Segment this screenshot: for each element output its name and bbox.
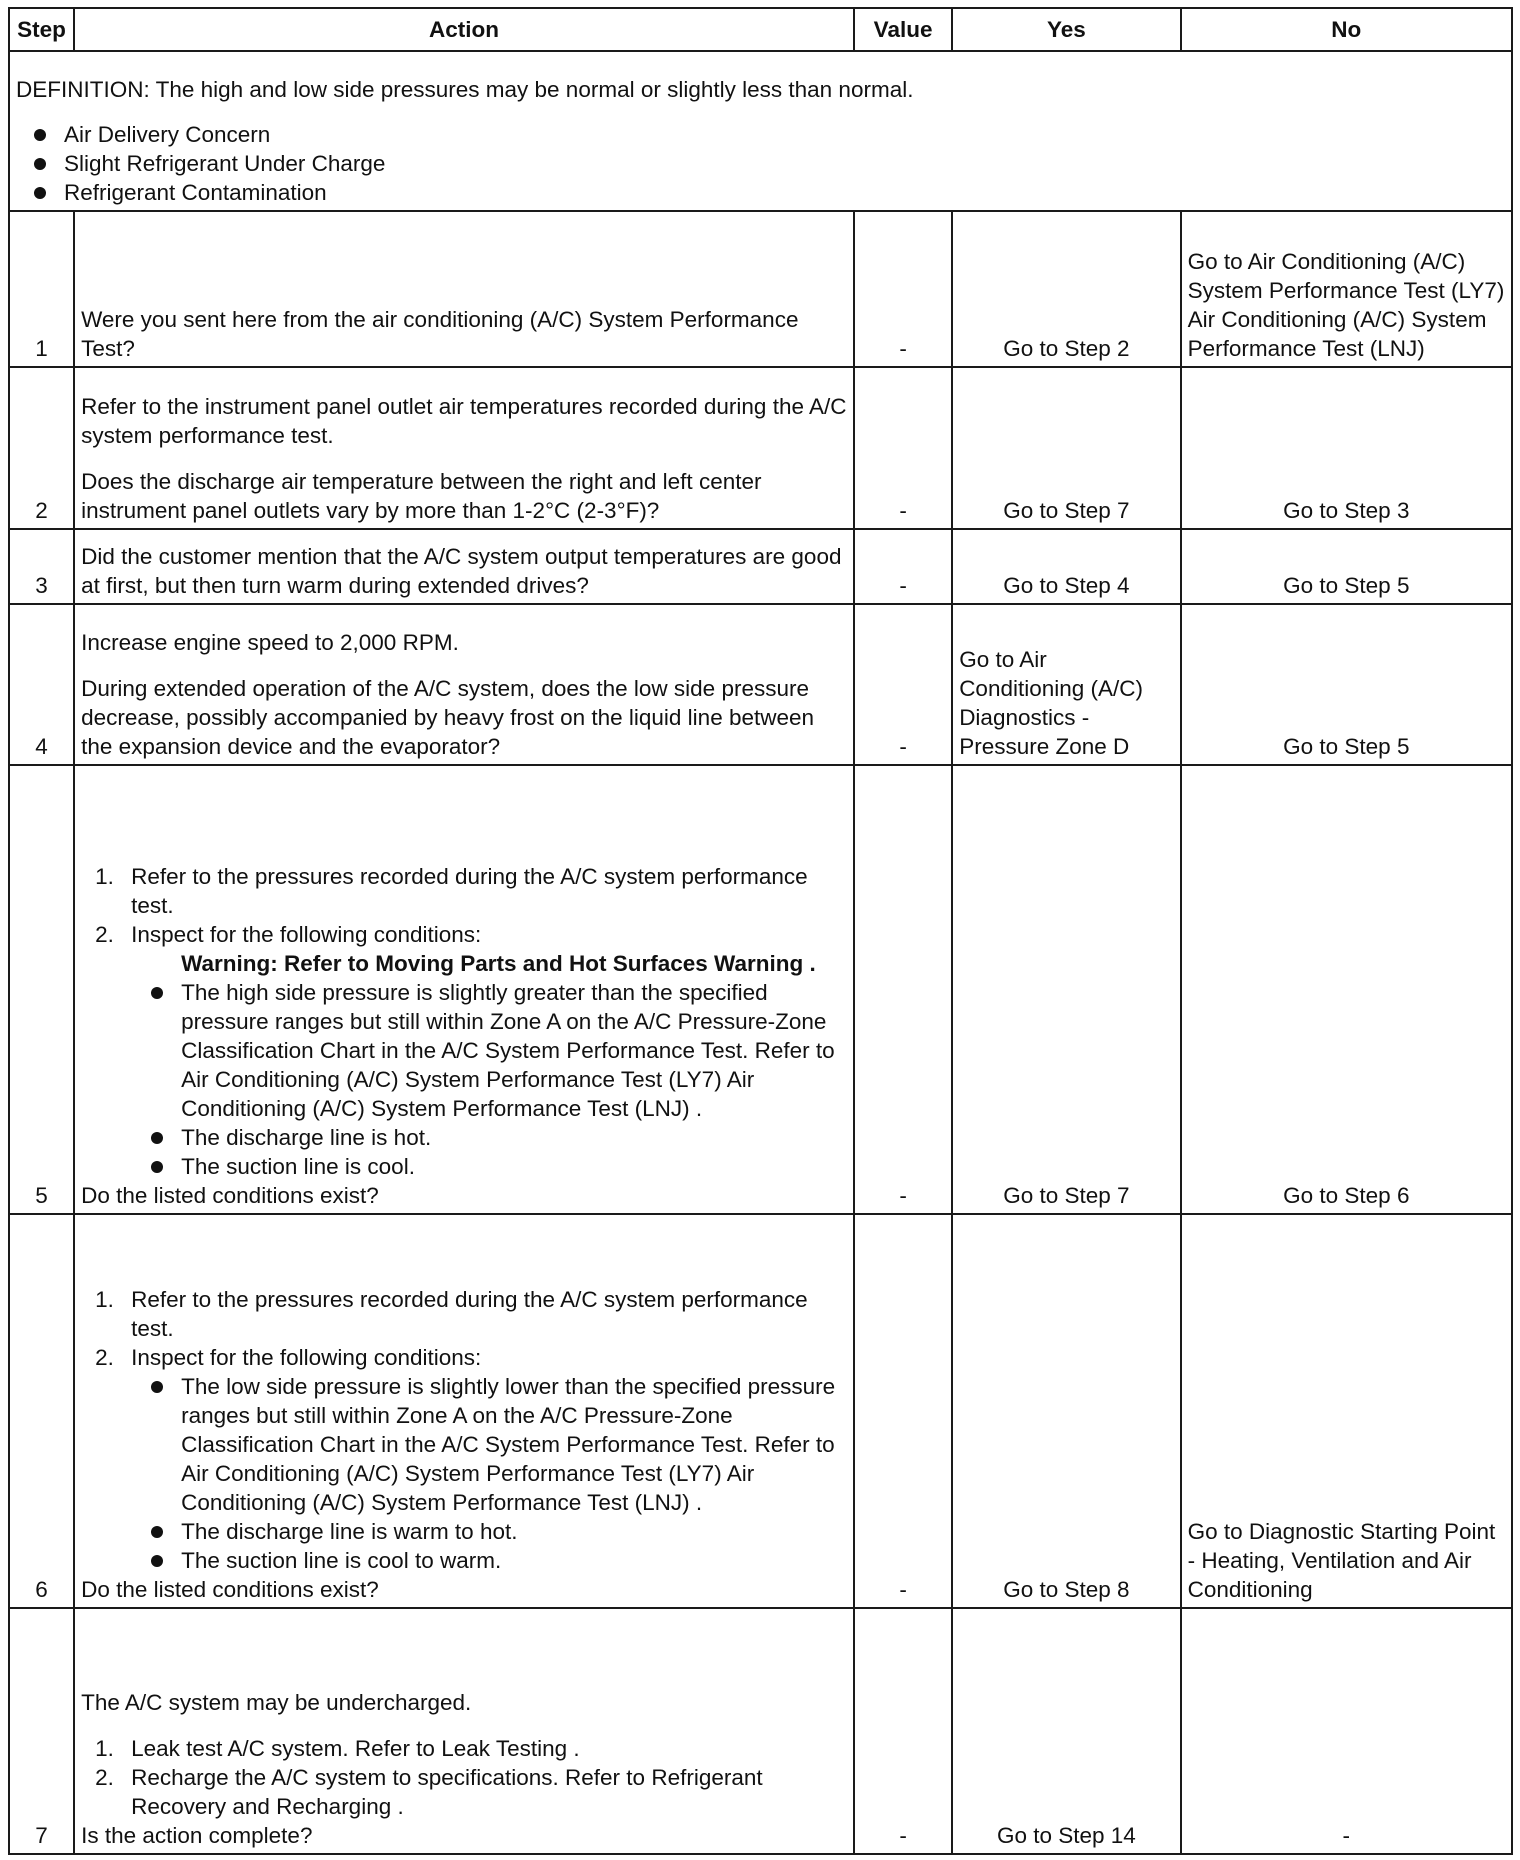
step-index: 1. xyxy=(95,1736,114,1761)
header-yes: Yes xyxy=(952,8,1180,51)
step-index: 2. xyxy=(95,1765,114,1790)
definition-bullet-text: Refrigerant Contamination xyxy=(64,179,327,205)
condition-text: The discharge line is warm to hot. xyxy=(181,1519,518,1545)
yes-cell[interactable]: Go to Step 14 xyxy=(952,1608,1180,1854)
action-step xyxy=(81,862,847,920)
no-cell[interactable]: Go to Diagnostic Starting Point - Heating, Ventilation and Air Conditioning xyxy=(1181,1214,1512,1608)
definition-bullet-text: Slight Refrigerant Under Charge xyxy=(64,150,386,176)
value-cell: - xyxy=(854,604,952,765)
action-question: Do the listed conditions exist? xyxy=(81,1577,379,1603)
action-question: Does the discharge air temperature between the right and left center instrument panel outlets vary by more than 1-2°C (2-3°F)? xyxy=(81,468,762,523)
definition-bullet xyxy=(16,120,1505,149)
action-text: Increase engine speed to 2,000 RPM. xyxy=(81,630,459,656)
action-step xyxy=(81,1734,847,1763)
value-cell: - xyxy=(854,1214,952,1608)
no-cell[interactable]: Go to Step 5 xyxy=(1181,604,1512,765)
step-index: 1. xyxy=(95,1287,114,1313)
table-row xyxy=(9,211,1512,368)
value-cell: - xyxy=(854,1608,952,1854)
condition-text: The suction line is cool to warm. xyxy=(181,1548,502,1574)
table-row xyxy=(9,604,1512,765)
table-row xyxy=(9,367,1512,528)
action-step-text: Inspect for the following conditions: xyxy=(131,922,482,948)
value-cell: - xyxy=(854,765,952,1214)
action-step-text: Inspect for the following conditions: xyxy=(131,1345,482,1371)
yes-cell[interactable]: Go to Air Conditioning (A/C) Diagnostics - Pressure Zone D xyxy=(952,604,1180,765)
action-text: The A/C system may be undercharged. xyxy=(81,1690,472,1715)
action-text: Refer to the instrument panel outlet air temperatures recorded during the A/C system performance test. xyxy=(81,393,847,448)
bullet-dot-icon xyxy=(151,987,163,999)
condition-item xyxy=(131,1152,847,1181)
action-question: During extended operation of the A/C system, does the low side pressure decrease, possibly accompanied by heavy frost on the liquid line between the expansion device and the evaporator? xyxy=(81,676,815,760)
bullet-dot-icon xyxy=(151,1132,163,1144)
definition-bullet-text: Air Delivery Concern xyxy=(64,121,271,147)
warning-text[interactable]: Warning: Refer to Moving Parts and Hot Surfaces Warning . xyxy=(181,951,816,977)
condition-item xyxy=(131,978,847,1123)
no-cell[interactable]: Go to Step 5 xyxy=(1181,529,1512,604)
no-cell[interactable]: Go to Air Conditioning (A/C) System Performance Test (LY7) Air Conditioning (A/C) System Performance Test (LNJ) xyxy=(1181,211,1512,368)
bullet-dot-icon xyxy=(34,158,46,170)
no-cell: - xyxy=(1181,1608,1512,1854)
condition-item xyxy=(131,1546,847,1575)
action-step xyxy=(81,1285,847,1343)
step-number: 4 xyxy=(9,604,74,765)
table-row xyxy=(9,765,1512,1214)
action-steps xyxy=(81,1285,847,1575)
yes-cell[interactable]: Go to Step 4 xyxy=(952,529,1180,604)
action-cell xyxy=(74,367,854,528)
action-cell xyxy=(74,765,854,1214)
definition-bullet xyxy=(16,149,1505,178)
yes-cell[interactable]: Go to Step 7 xyxy=(952,367,1180,528)
condition-text: The low side pressure is slightly lower than the specified pressure ranges but still within Zone A on the A/C Pressure-Zone Classification Chart in the A/C System Performance Test. Refer to Air Conditioning (A/C) System Performance Test (LY7) Air Conditioning (A/C) System Performance Test (LNJ) . xyxy=(181,1374,836,1516)
bullet-dot-icon xyxy=(34,187,46,199)
action-question: Do the listed conditions exist? xyxy=(81,1183,379,1209)
header-no: No xyxy=(1181,8,1512,51)
bullet-dot-icon xyxy=(151,1381,163,1393)
no-cell[interactable]: Go to Step 3 xyxy=(1181,367,1512,528)
step-number: 5 xyxy=(9,765,74,1214)
value-cell: - xyxy=(854,529,952,604)
header-value: Value xyxy=(854,8,952,51)
action-step-text: Refer to the pressures recorded during the A/C system performance test. xyxy=(131,864,808,919)
action-steps xyxy=(81,1734,847,1821)
no-cell[interactable]: Go to Step 6 xyxy=(1181,765,1512,1214)
condition-text: The discharge line is hot. xyxy=(181,1125,432,1151)
definition-cell xyxy=(9,51,1512,211)
header-action: Action xyxy=(74,8,854,51)
yes-cell[interactable]: Go to Step 2 xyxy=(952,211,1180,368)
step-number: 6 xyxy=(9,1214,74,1608)
step-number: 7 xyxy=(9,1608,74,1854)
yes-cell[interactable]: Go to Step 7 xyxy=(952,765,1180,1214)
yes-cell[interactable]: Go to Step 8 xyxy=(952,1214,1180,1608)
table-row xyxy=(9,1608,1512,1854)
step-index: 2. xyxy=(95,1345,114,1371)
action-cell: Were you sent here from the air conditioning (A/C) System Performance Test? xyxy=(74,211,854,368)
action-step xyxy=(81,920,847,1181)
condition-item xyxy=(131,1372,847,1517)
condition-item xyxy=(131,1123,847,1152)
action-steps xyxy=(81,862,847,1181)
definition-text: DEFINITION: The high and low side pressures may be normal or slightly less than normal. xyxy=(16,76,914,102)
table-row xyxy=(9,529,1512,604)
bullet-dot-icon xyxy=(151,1161,163,1173)
bullet-dot-icon xyxy=(151,1555,163,1567)
value-cell: - xyxy=(854,211,952,368)
bullet-dot-icon xyxy=(34,129,46,141)
table-row xyxy=(9,1214,1512,1608)
action-cell xyxy=(74,1214,854,1608)
action-question: Is the action complete? xyxy=(81,1823,313,1848)
bullet-dot-icon xyxy=(151,1526,163,1538)
condition-list xyxy=(131,978,847,1181)
condition-text: The high side pressure is slightly greater than the specified pressure ranges but still within Zone A on the A/C Pressure-Zone Classification Chart in the A/C System Performance Test. Refer to Air Conditioning (A/C) System Performance Test (LY7) Air Conditioning (A/C) System Performance Test (LNJ) . xyxy=(181,980,835,1122)
action-cell xyxy=(74,1608,854,1854)
step-number: 2 xyxy=(9,367,74,528)
step-number: 3 xyxy=(9,529,74,604)
action-cell xyxy=(74,604,854,765)
value-cell: - xyxy=(854,367,952,528)
action-step-text: Leak test A/C system. Refer to Leak Testing . xyxy=(131,1736,580,1761)
action-cell: Did the customer mention that the A/C system output temperatures are good at first, but then turn warm during extended drives? xyxy=(74,529,854,604)
action-step-text: Recharge the A/C system to specifications. Refer to Refrigerant Recovery and Recharging . xyxy=(131,1765,763,1819)
step-number: 1 xyxy=(9,211,74,368)
step-index: 2. xyxy=(95,922,114,948)
definition-list xyxy=(16,120,1505,207)
step-index: 1. xyxy=(95,864,114,890)
header-step: Step xyxy=(9,8,74,51)
action-step xyxy=(81,1763,847,1821)
diagnostic-table xyxy=(8,7,1513,1855)
action-step xyxy=(81,1343,847,1575)
action-step-text: Refer to the pressures recorded during the A/C system performance test. xyxy=(131,1287,808,1342)
definition-bullet xyxy=(16,178,1505,207)
condition-item xyxy=(131,1517,847,1546)
condition-text: The suction line is cool. xyxy=(181,1154,415,1180)
header-row xyxy=(9,8,1512,51)
definition-row xyxy=(9,51,1512,211)
condition-list xyxy=(131,1372,847,1575)
